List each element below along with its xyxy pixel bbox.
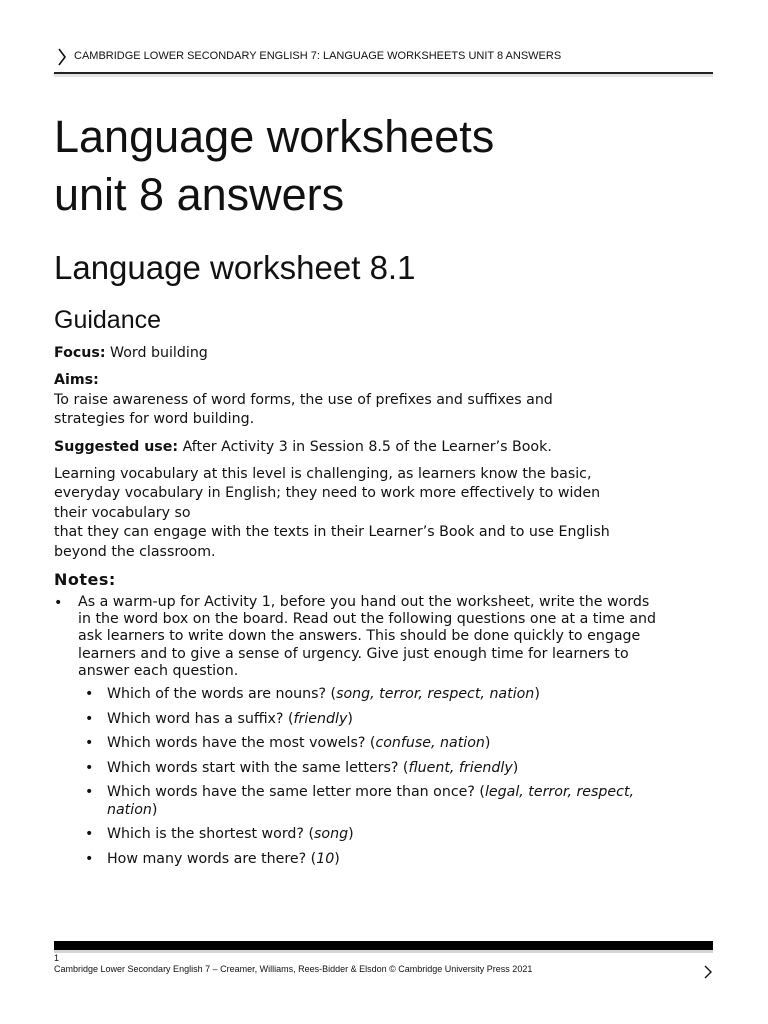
intro-line-4: that they can engage with the texts in their Learner’s Book and to use English [54, 524, 610, 541]
aims-label: Aims: [54, 372, 99, 389]
question-answer: legal, terror, respect, [484, 784, 635, 801]
list-item [54, 594, 714, 868]
question-text: Which of the words are nouns? ( [107, 686, 337, 703]
question-text: How many words are there? ( [107, 850, 317, 867]
bullet-icon: • [85, 759, 94, 776]
guidance-body [54, 344, 714, 875]
question-text: Which word has a suffix? ( [107, 710, 294, 727]
intro-line-2: everyday vocabulary in English; they need to work more effectively to widen [54, 485, 601, 502]
question-answer: 10 [316, 850, 335, 867]
question-answer: confuse, nation [375, 735, 485, 752]
bullet-icon: • [54, 595, 63, 612]
intro-line-5: beyond the classroom. [54, 543, 216, 560]
note-line-1: As a warm-up for Activity 1, before you hand out the worksheet, write the words [78, 594, 650, 611]
header-text: CAMBRIDGE LOWER SECONDARY ENGLISH 7: LANGUAGE WORKSHEETS UNIT 8 ANSWERS [74, 50, 562, 62]
bullet-icon: • [85, 710, 94, 727]
intro-line-1: Learning vocabulary at this level is challenging, as learners know the basic, [54, 466, 592, 483]
question-text: Which is the shortest word? ( [107, 826, 315, 843]
running-header [54, 46, 713, 72]
page-title-line-1: Language worksheets [54, 111, 495, 162]
chevron-right-icon [56, 48, 68, 66]
note-line-2: in the word box on the board. Read out the following questions one at a time and [78, 611, 657, 628]
list-item [78, 851, 714, 869]
suggested-use-text: After Activity 3 in Session 8.5 of the Learner’s Book. [182, 438, 552, 455]
question-close: ) [484, 735, 491, 752]
footer-copyright: Cambridge Lower Secondary English 7 – Creamer, Williams, Rees-Bidder & Elsdon © Cambridge University Press 2021 [54, 964, 533, 974]
bullet-icon: • [85, 784, 94, 801]
bullet-icon: • [85, 826, 94, 843]
question-answer: fluent, friendly [408, 759, 513, 776]
question-close: ) [334, 850, 340, 867]
list-item [78, 760, 714, 778]
question-answer: song [314, 826, 349, 843]
intro-line-3: their vocabulary so [54, 504, 191, 521]
page-title-line-2: unit 8 answers [54, 169, 345, 220]
worksheet-title: Language worksheet 8.1 [54, 249, 416, 286]
aims-paragraph [54, 371, 714, 429]
question-close: ) [534, 686, 540, 703]
question-close: ) [348, 826, 354, 843]
note-line-3: ask learners to write down the answers. This should be done quickly to engage [78, 628, 641, 645]
guidance-heading: Guidance [54, 306, 162, 334]
intro-paragraph [54, 465, 714, 562]
focus-paragraph [54, 344, 714, 363]
notes-list [54, 594, 714, 868]
page-title [54, 108, 494, 224]
focus-text: Word building [110, 345, 208, 361]
list-item [78, 826, 714, 844]
list-item [78, 711, 714, 729]
suggested-use-label: Suggested use: [54, 438, 179, 455]
footer-rule-shadow [54, 950, 713, 953]
bullet-icon: • [85, 735, 94, 752]
focus-label: Focus: [54, 345, 106, 361]
chevron-right-icon [703, 965, 713, 979]
question-text: Which words have the same letter more than once? ( [107, 784, 485, 801]
question-close: ) [347, 710, 353, 727]
note-text [78, 594, 714, 680]
bullet-icon: • [85, 686, 94, 703]
question-text: Which words have the most vowels? ( [107, 735, 376, 752]
suggested-use-paragraph [54, 438, 714, 457]
note-line-4: learners and to give a sense of urgency. Give just enough time for learners to [78, 645, 629, 662]
list-item [78, 784, 714, 819]
header-rule-shadow [54, 74, 713, 77]
question-close: ) [512, 759, 519, 776]
list-item [78, 686, 714, 704]
question-answer: song, terror, respect, nation [336, 686, 535, 703]
question-answer: friendly [293, 710, 348, 727]
notes-heading: Notes: [54, 570, 116, 590]
note-line-5: answer each question. [78, 662, 239, 679]
questions-list [78, 686, 714, 868]
aims-text-1: To raise awareness of word forms, the use of prefixes and suffixes and [54, 391, 553, 408]
page-number: 1 [54, 953, 60, 963]
bullet-icon: • [85, 850, 94, 867]
aims-line-1 [54, 371, 714, 410]
footer-rule [54, 941, 713, 950]
question-close: ) [151, 801, 158, 818]
question-answer-continued: nation [107, 801, 152, 818]
list-item [78, 735, 714, 753]
question-text: Which words start with the same letters? ( [107, 759, 409, 776]
aims-line-2: strategies for word building. [54, 411, 255, 428]
